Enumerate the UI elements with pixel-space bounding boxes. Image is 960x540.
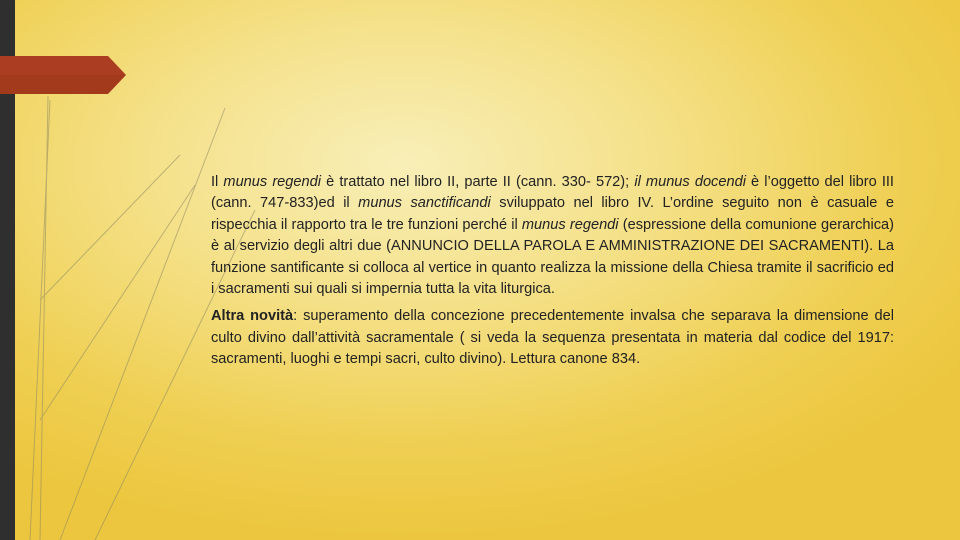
p1-text-1: Il: [211, 174, 224, 190]
p1-italic-munus-regendi: munus regendi: [223, 174, 321, 190]
p2-text: : superamento della concezione precedentemente invalsa che separava la dimensione del culto divino dall’attività sacramentale ( si veda la sequenza presentata in materia dal codice del 1917: sacramenti, luoghi e tempi sacri, culto divino). Lettura canone 834.: [211, 308, 895, 368]
p1-text-5: (espressione della comunione gerarchica) è al servizio degli altri due (ANNUNCIO DELLA PAROLA E AMMINISTRAZIONE DEI SACRAMENTI). La funzione santificante si colloca al vertice in quanto realizza la missione della Chiesa tramite il sacrificio ed i sacramenti sui quali si impernia tutta la vita liturgica.: [211, 216, 894, 298]
p1-text-4: sviluppato nel libro IV. L’ordine seguito non è casuale e rispecchia il rapporto tra le tre funzioni perché il: [211, 195, 895, 233]
p1-italic-munus-docendi: il munus docendi: [634, 174, 746, 190]
accent-arrow-tab: [0, 56, 126, 94]
paragraph-munera: [211, 172, 894, 300]
p1-text-2: è trattato nel libro II, parte II (cann. 330- 572);: [321, 174, 635, 190]
paragraph-altra-novita: [211, 306, 894, 370]
p1-text-3: è l’oggetto del libro III (cann. 747-833)ed il: [211, 174, 894, 212]
p1-italic-munus-regendi-2: munus regendi: [521, 216, 619, 233]
text-content: [211, 172, 894, 377]
p2-bold-altra-novita: Altra novità: [211, 308, 294, 325]
p1-italic-munus-sanctificandi: munus sanctificandi: [358, 195, 491, 212]
